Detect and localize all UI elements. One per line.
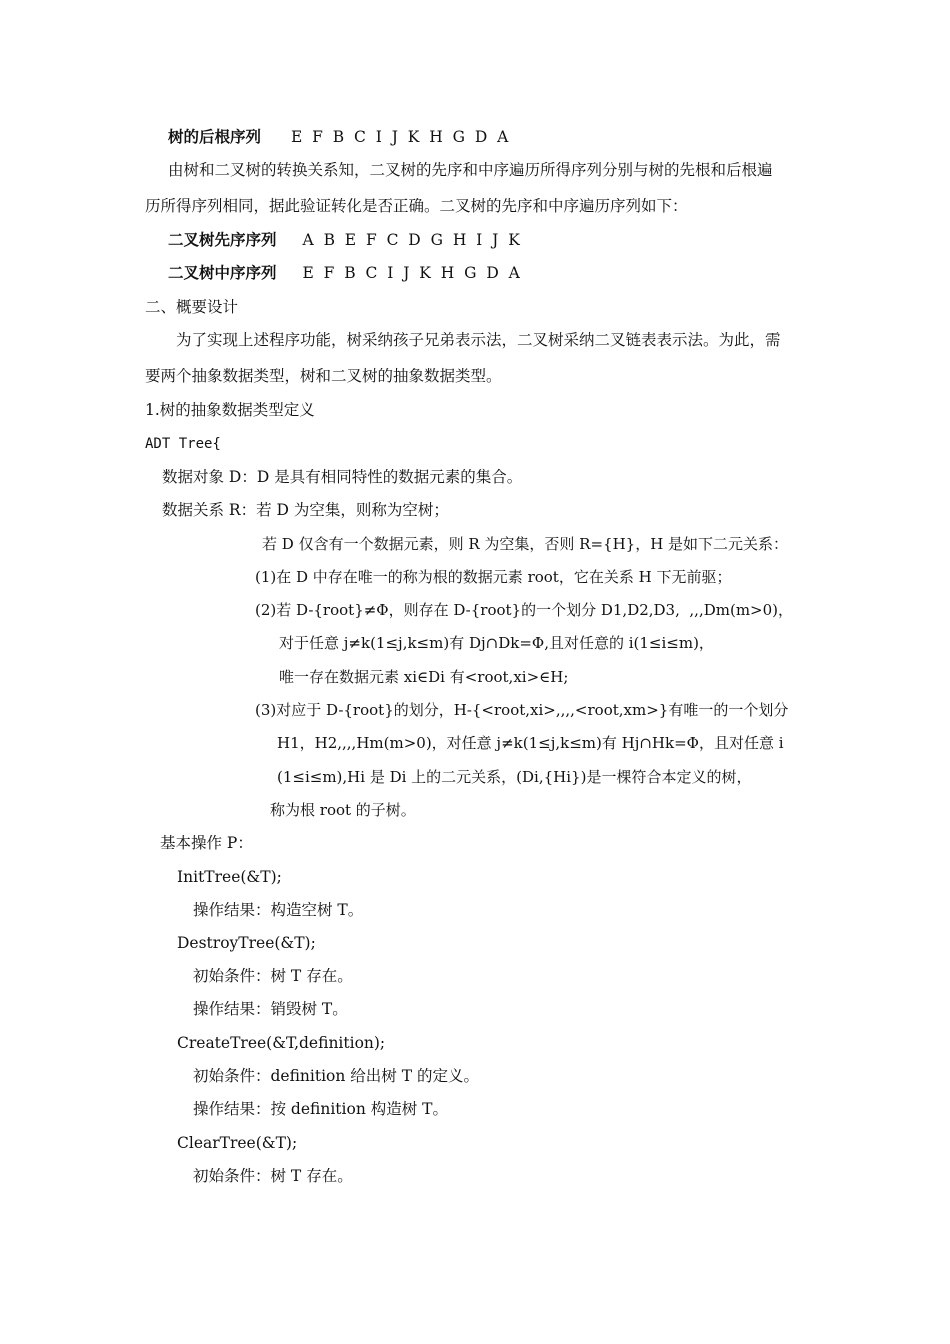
preorder-row xyxy=(168,230,520,250)
op-destroytree-signature: DestroyTree(&T); xyxy=(177,934,316,952)
relation-line-6: (3)对应于 D-{root}的划分，H-{<root,xi>,,,,<root,xm>}有唯一的一个划分 xyxy=(255,701,789,719)
adt-open: ADT Tree{ xyxy=(145,436,221,452)
postorder-label: 树的后根序列 xyxy=(168,127,262,146)
paragraph-2-line-1: 为了实现上述程序功能，树采纳孩子兄弟表示法，二叉树采纳二叉链表表示法。为此，需 xyxy=(176,331,781,349)
op-createtree-precondition: 初始条件：definition 给出树 T 的定义。 xyxy=(193,1067,479,1085)
paragraph-1-line-2: 历所得序列相同，据此验证转化是否正确。二叉树的先序和中序遍历序列如下： xyxy=(145,197,688,215)
preorder-sequence: A B E F C D G H I J K xyxy=(302,231,520,249)
relation-line-1: 若 D 仅含有一个数据元素，则 R 为空集，否则 R={H}，H 是如下二元关系： xyxy=(262,535,789,553)
op-cleartree-signature: ClearTree(&T); xyxy=(177,1134,298,1152)
data-object-line: 数据对象 D：D 是具有相同特性的数据元素的集合。 xyxy=(162,468,523,486)
op-destroytree-precondition: 初始条件：树 T 存在。 xyxy=(193,967,353,985)
relation-line-4: 对于任意 j≠k(1≤j,k≤m)有 Dj∩Dk=Φ,且对任意的 i(1≤i≤m)， xyxy=(279,634,714,652)
section-2-heading: 二、概要设计 xyxy=(145,298,239,316)
relation-line-5: 唯一存在数据元素 xi∈Di 有<root,xi>∈H; xyxy=(279,668,569,686)
relation-line-2: (1)在 D 中存在唯一的称为根的数据元素 root，它在关系 H 下无前驱； xyxy=(255,568,732,586)
paragraph-1-line-1: 由树和二叉树的转换关系知，二叉树的先序和中序遍历所得序列分别与树的先根和后根遍 xyxy=(168,161,773,179)
inorder-label: 二叉树中序序列 xyxy=(168,263,277,282)
op-createtree-signature: CreateTree(&T,definition); xyxy=(177,1034,386,1052)
relation-line-9: 称为根 root 的子树。 xyxy=(270,801,416,819)
subsection-1-heading: 1.树的抽象数据类型定义 xyxy=(145,401,315,419)
op-inittree-signature: InitTree(&T); xyxy=(177,868,282,886)
relation-line-3: (2)若 D-{root}≠Φ，则存在 D-{root}的一个划分 D1,D2,D3, ,,,Dm(m>0)， xyxy=(255,601,794,619)
basic-operations-heading: 基本操作 P： xyxy=(160,834,253,852)
relation-line-8: (1≤i≤m),Hi 是 Di 上的二元关系，(Di,{Hi})是一棵符合本定义的树， xyxy=(277,768,752,786)
preorder-label: 二叉树先序序列 xyxy=(168,230,277,249)
data-relation-line: 数据关系 R：若 D 为空集，则称为空树； xyxy=(162,501,449,519)
relation-line-7: H1，H2,,,,Hm(m>0)，对任意 j≠k(1≤j,k≤m)有 Hj∩Hk=Φ，且对任意 i xyxy=(277,734,784,752)
postorder-sequence: E F B C I J K H G D A xyxy=(291,128,509,146)
op-inittree-result: 操作结果：构造空树 T。 xyxy=(193,901,364,919)
inorder-row xyxy=(168,263,520,283)
op-destroytree-result: 操作结果：销毁树 T。 xyxy=(193,1000,348,1018)
op-createtree-result: 操作结果：按 definition 构造树 T。 xyxy=(193,1100,448,1118)
postorder-row xyxy=(168,127,508,147)
paragraph-2-line-2: 要两个抽象数据类型，树和二叉树的抽象数据类型。 xyxy=(145,367,502,385)
op-cleartree-precondition: 初始条件：树 T 存在。 xyxy=(193,1167,353,1185)
inorder-sequence: E F B C I J K H G D A xyxy=(302,264,520,282)
